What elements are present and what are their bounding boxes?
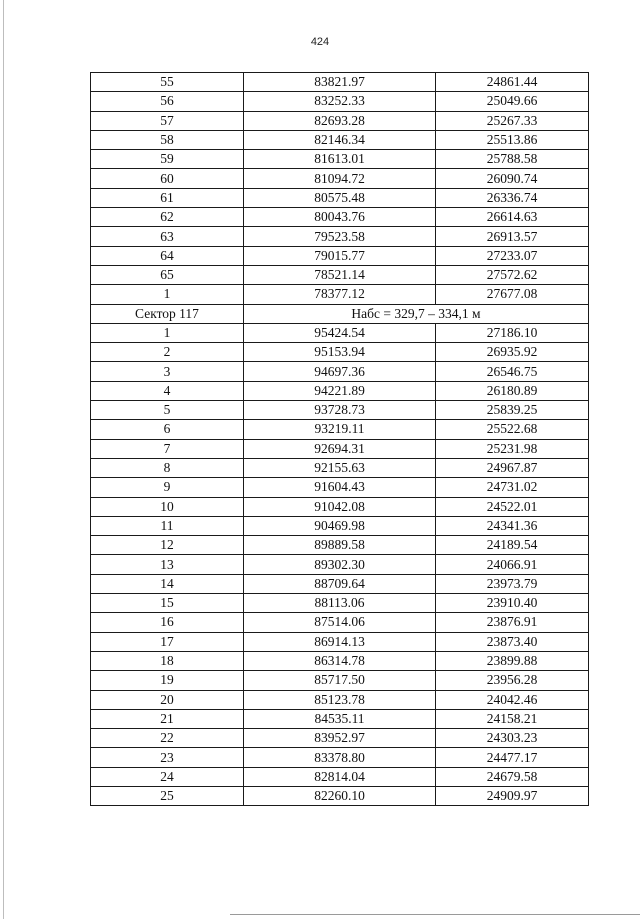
- point-number: 9: [91, 478, 244, 497]
- x-coordinate: 82814.04: [244, 767, 436, 786]
- x-coordinate: 82693.28: [244, 111, 436, 130]
- x-coordinate: 87514.06: [244, 613, 436, 632]
- table-row: [91, 478, 589, 497]
- point-number: 8: [91, 458, 244, 477]
- y-coordinate: 25049.66: [436, 92, 589, 111]
- y-coordinate: 24522.01: [436, 497, 589, 516]
- point-number: 1: [91, 285, 244, 304]
- scan-bottom-line: [230, 914, 640, 915]
- table-row: [91, 323, 589, 342]
- x-coordinate: 89302.30: [244, 555, 436, 574]
- x-coordinate: 93219.11: [244, 420, 436, 439]
- y-coordinate: 26336.74: [436, 188, 589, 207]
- point-number: 1: [91, 323, 244, 342]
- point-number: 5: [91, 401, 244, 420]
- y-coordinate: 23873.40: [436, 632, 589, 651]
- y-coordinate: 24158.21: [436, 709, 589, 728]
- page-number: 424: [310, 36, 330, 48]
- y-coordinate: 25839.25: [436, 401, 589, 420]
- y-coordinate: 24679.58: [436, 767, 589, 786]
- y-coordinate: 23973.79: [436, 574, 589, 593]
- point-number: 17: [91, 632, 244, 651]
- y-coordinate: 23910.40: [436, 594, 589, 613]
- point-number: 56: [91, 92, 244, 111]
- y-coordinate: 24731.02: [436, 478, 589, 497]
- table-row: [91, 594, 589, 613]
- y-coordinate: 25788.58: [436, 150, 589, 169]
- point-number: 21: [91, 709, 244, 728]
- point-number: 6: [91, 420, 244, 439]
- table-row: [91, 651, 589, 670]
- x-coordinate: 80575.48: [244, 188, 436, 207]
- point-number: 62: [91, 208, 244, 227]
- x-coordinate: 81094.72: [244, 169, 436, 188]
- table-row: [91, 709, 589, 728]
- table-row: [91, 613, 589, 632]
- point-number: 12: [91, 536, 244, 555]
- point-number: 22: [91, 729, 244, 748]
- y-coordinate: 25513.86: [436, 130, 589, 149]
- y-coordinate: 26090.74: [436, 169, 589, 188]
- point-number: 16: [91, 613, 244, 632]
- y-coordinate: 27186.10: [436, 323, 589, 342]
- sector-header: [91, 304, 589, 323]
- table-row: [91, 536, 589, 555]
- table-row: [91, 671, 589, 690]
- x-coordinate: 92694.31: [244, 439, 436, 458]
- point-number: 3: [91, 362, 244, 381]
- x-coordinate: 91042.08: [244, 497, 436, 516]
- table-row: [91, 497, 589, 516]
- point-number: 18: [91, 651, 244, 670]
- y-coordinate: 24967.87: [436, 458, 589, 477]
- point-number: 25: [91, 786, 244, 805]
- x-coordinate: 85717.50: [244, 671, 436, 690]
- table-row: [91, 401, 589, 420]
- y-coordinate: 26180.89: [436, 381, 589, 400]
- table-row: [91, 362, 589, 381]
- x-coordinate: 79015.77: [244, 246, 436, 265]
- x-coordinate: 86914.13: [244, 632, 436, 651]
- table-row: [91, 381, 589, 400]
- y-coordinate: 24341.36: [436, 516, 589, 535]
- point-number: 24: [91, 767, 244, 786]
- point-number: 65: [91, 265, 244, 284]
- x-coordinate: 85123.78: [244, 690, 436, 709]
- point-number: 23: [91, 748, 244, 767]
- table-row: [91, 516, 589, 535]
- table-row: [91, 748, 589, 767]
- table-row: [91, 343, 589, 362]
- table-row: [91, 73, 589, 92]
- table-row: [91, 458, 589, 477]
- x-coordinate: 90469.98: [244, 516, 436, 535]
- table-row: [91, 420, 589, 439]
- y-coordinate: 24066.91: [436, 555, 589, 574]
- x-coordinate: 88709.64: [244, 574, 436, 593]
- table-row: [91, 208, 589, 227]
- sector-row: [91, 304, 589, 323]
- y-coordinate: 24861.44: [436, 73, 589, 92]
- point-number: 64: [91, 246, 244, 265]
- table-row: [91, 285, 589, 304]
- coordinates-table: [90, 72, 589, 806]
- x-coordinate: 82146.34: [244, 130, 436, 149]
- x-coordinate: 94221.89: [244, 381, 436, 400]
- x-coordinate: 78521.14: [244, 265, 436, 284]
- x-coordinate: 92155.63: [244, 458, 436, 477]
- point-number: 13: [91, 555, 244, 574]
- y-coordinate: 26614.63: [436, 208, 589, 227]
- point-number: 60: [91, 169, 244, 188]
- y-coordinate: 24042.46: [436, 690, 589, 709]
- y-coordinate: 25267.33: [436, 111, 589, 130]
- point-number: 61: [91, 188, 244, 207]
- table-row: [91, 150, 589, 169]
- point-number: 2: [91, 343, 244, 362]
- x-coordinate: 91604.43: [244, 478, 436, 497]
- point-number: 14: [91, 574, 244, 593]
- x-coordinate: 83821.97: [244, 73, 436, 92]
- table-row: [91, 729, 589, 748]
- table-row: [91, 92, 589, 111]
- table-row: [91, 188, 589, 207]
- point-number: 55: [91, 73, 244, 92]
- table-row: [91, 265, 589, 284]
- scan-left-edge: [3, 0, 4, 919]
- y-coordinate: 24909.97: [436, 786, 589, 805]
- y-coordinate: 23899.88: [436, 651, 589, 670]
- table-body-before: [91, 73, 589, 305]
- point-number: 4: [91, 381, 244, 400]
- point-number: 19: [91, 671, 244, 690]
- y-coordinate: 24189.54: [436, 536, 589, 555]
- table-row: [91, 574, 589, 593]
- x-coordinate: 79523.58: [244, 227, 436, 246]
- point-number: 57: [91, 111, 244, 130]
- table-row: [91, 439, 589, 458]
- y-coordinate: 24303.23: [436, 729, 589, 748]
- point-number: 11: [91, 516, 244, 535]
- y-coordinate: 27677.08: [436, 285, 589, 304]
- table-body-after: [91, 323, 589, 805]
- point-number: 63: [91, 227, 244, 246]
- x-coordinate: 86314.78: [244, 651, 436, 670]
- x-coordinate: 88113.06: [244, 594, 436, 613]
- table-row: [91, 111, 589, 130]
- table-row: [91, 130, 589, 149]
- x-coordinate: 84535.11: [244, 709, 436, 728]
- point-number: 59: [91, 150, 244, 169]
- table-row: [91, 246, 589, 265]
- point-number: 15: [91, 594, 244, 613]
- x-coordinate: 94697.36: [244, 362, 436, 381]
- table-row: [91, 767, 589, 786]
- sector-height-range: Набс = 329,7 – 334,1 м: [244, 304, 589, 323]
- y-coordinate: 25231.98: [436, 439, 589, 458]
- table-row: [91, 555, 589, 574]
- y-coordinate: 23956.28: [436, 671, 589, 690]
- x-coordinate: 89889.58: [244, 536, 436, 555]
- sector-label: Сектор 117: [91, 304, 244, 323]
- table-row: [91, 227, 589, 246]
- point-number: 20: [91, 690, 244, 709]
- x-coordinate: 80043.76: [244, 208, 436, 227]
- y-coordinate: 25522.68: [436, 420, 589, 439]
- y-coordinate: 26913.57: [436, 227, 589, 246]
- table-row: [91, 169, 589, 188]
- point-number: 10: [91, 497, 244, 516]
- x-coordinate: 78377.12: [244, 285, 436, 304]
- table-row: [91, 690, 589, 709]
- x-coordinate: 83952.97: [244, 729, 436, 748]
- x-coordinate: 83252.33: [244, 92, 436, 111]
- x-coordinate: 81613.01: [244, 150, 436, 169]
- point-number: 58: [91, 130, 244, 149]
- y-coordinate: 27572.62: [436, 265, 589, 284]
- x-coordinate: 93728.73: [244, 401, 436, 420]
- y-coordinate: 26546.75: [436, 362, 589, 381]
- y-coordinate: 23876.91: [436, 613, 589, 632]
- y-coordinate: 24477.17: [436, 748, 589, 767]
- x-coordinate: 83378.80: [244, 748, 436, 767]
- x-coordinate: 82260.10: [244, 786, 436, 805]
- y-coordinate: 27233.07: [436, 246, 589, 265]
- table-row: [91, 632, 589, 651]
- y-coordinate: 26935.92: [436, 343, 589, 362]
- point-number: 7: [91, 439, 244, 458]
- x-coordinate: 95153.94: [244, 343, 436, 362]
- table-row: [91, 786, 589, 805]
- x-coordinate: 95424.54: [244, 323, 436, 342]
